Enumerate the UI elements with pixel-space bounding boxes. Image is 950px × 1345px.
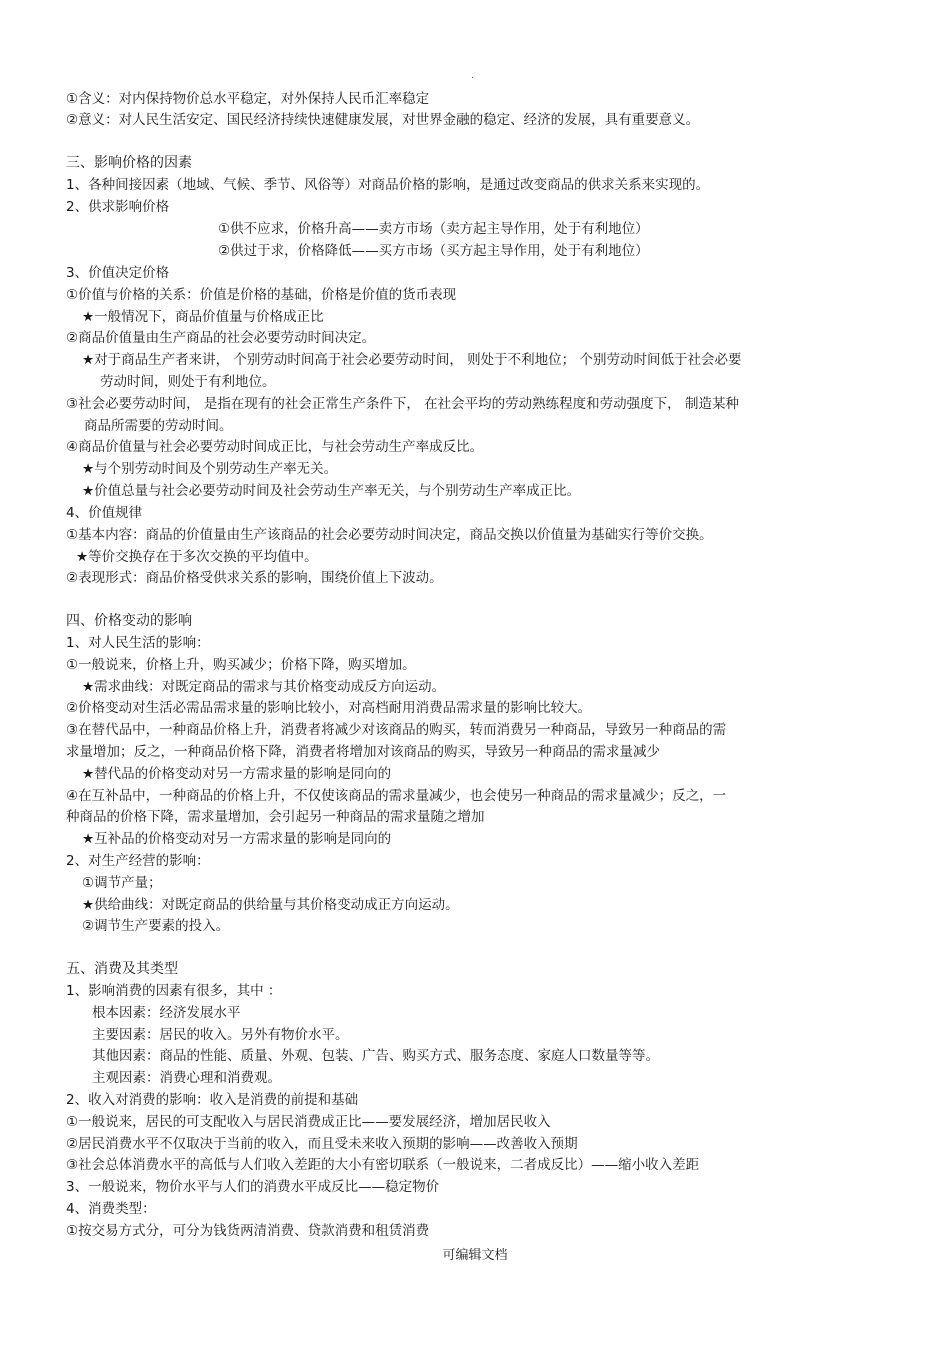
text-line: 1、对人民生活的影响： <box>66 635 210 651</box>
text-line: 3、一般说来，物价水平与人们的消费水平成反比——稳定物价 <box>66 1179 440 1195</box>
text-line: ★互补品的价格变动对另一方需求量的影响是同向的 <box>82 831 392 847</box>
text-line: ★需求曲线：对既定商品的需求与其价格变动成反方向运动。 <box>82 679 446 695</box>
text-line: 其他因素：商品的性能、质量、外观、包装、广告、购买方式、服务态度、家庭人口数量等等。 <box>92 1048 659 1064</box>
text-line: ①一般说来，价格上升，购买减少；价格下降，购买增加。 <box>66 657 416 673</box>
text-line: ③在替代品中，一种商品价格上升，消费者将减少对该商品的购买，转而消费另一种商品，导致另一种商品的需 <box>66 722 727 738</box>
section-heading: 三、影响价格的因素 <box>66 155 192 171</box>
text-line: ②商品价值量由生产商品的社会必要劳动时间决定。 <box>66 330 376 346</box>
text-line: ①基本内容：商品的价值量由生产该商品的社会必要劳动时间决定，商品交换以价值量为基础实行等价交换。 <box>66 527 713 543</box>
text-line: 根本因素：经济发展水平 <box>92 1005 241 1021</box>
text-line: 主要因素：居民的收入。另外有物价水平。 <box>92 1027 349 1043</box>
text-line: ①一般说来，居民的可支配收入与居民消费成正比——要发展经济，增加居民收入 <box>66 1114 551 1130</box>
text-line: 1、影响消费的因素有很多，其中 ： <box>66 983 282 999</box>
header-mark: . <box>471 70 475 81</box>
text-line: ★供给曲线：对既定商品的供给量与其价格变动成正方向运动。 <box>82 897 459 913</box>
text-line: 3、价值决定价格 <box>66 265 170 281</box>
text-line: ②供过于求，价格降低——买方市场（买方起主导作用，处于有利地位） <box>218 243 649 259</box>
text-line: 4、消费类型： <box>66 1201 156 1217</box>
text-line: 4、价值规律 <box>66 505 143 521</box>
text-line: 2、收入对消费的影响：收入是消费的前提和基础 <box>66 1092 359 1108</box>
text-line: ③社会总体消费水平的高低与人们收入差距的大小有密切联系（一般说来，二者成反比）——缩小收入差距 <box>66 1157 700 1173</box>
text-line: 种商品的价格下降，需求量增加，会引起另一种商品的需求量随之增加 <box>66 809 485 825</box>
text-line: 劳动时间，则处于有利地位。 <box>100 374 276 390</box>
text-line: ①按交易方式分，可分为钱货两清消费、贷款消费和租赁消费 <box>66 1223 430 1239</box>
text-line: 主观因素：消费心理和消费观。 <box>92 1070 281 1086</box>
text-line: ★与个别劳动时间及个别劳动生产率无关。 <box>82 461 338 477</box>
section-heading: 五、消费及其类型 <box>66 961 178 977</box>
text-line: ②调节生产要素的投入。 <box>82 918 230 934</box>
text-line: ③社会必要劳动时间， 是指在现有的社会正常生产条件下， 在社会平均的劳动熟练程度和劳动强度下， 制造某种 <box>66 396 739 412</box>
text-line: ②居民消费水平不仅取决于当前的收入，而且受未来收入预期的影响——改善收入预期 <box>66 1136 578 1152</box>
text-line: 求量增加；反之，一种商品价格下降，消费者将增加对该商品的购买，导致另一种商品的需求量减少 <box>66 744 660 760</box>
section-heading: 四、价格变动的影响 <box>66 613 192 629</box>
text-line: ①含义：对内保持物价总水平稳定，对外保持人民币汇率稳定 <box>66 91 430 107</box>
text-line: ④在互补品中，一种商品的价格上升，不仅使该商品的需求量减少，也会使另一种商品的需求量减少；反之，一 <box>66 788 727 804</box>
text-line: ②价格变动对生活必需品需求量的影响比较小，对高档耐用消费品需求量的影响比较大。 <box>66 700 592 716</box>
text-line: ★价值总量与社会必要劳动时间及社会劳动生产率无关，与个别劳动生产率成正比。 <box>82 483 581 499</box>
page-footer: 可编辑文档 <box>442 1248 508 1263</box>
text-line: ①供不应求，价格升高——卖方市场（卖方起主导作用，处于有利地位） <box>218 221 649 237</box>
text-line: 1、各种间接因素（地域、气候、季节、风俗等）对商品价格的影响，是通过改变商品的供求关系来实现的。 <box>66 177 710 193</box>
text-line: 商品所需要的劳动时间。 <box>84 418 233 434</box>
text-line: ★替代品的价格变动对另一方需求量的影响是同向的 <box>82 766 392 782</box>
text-line: ②表现形式：商品价格受供求关系的影响，围绕价值上下波动。 <box>66 570 443 586</box>
text-line: ★一般情况下，商品价值量与价格成正比 <box>82 309 324 325</box>
text-line: ①调节产量； <box>82 875 162 891</box>
text-line: 2、对生产经营的影响： <box>66 853 210 869</box>
text-line: 2、供求影响价格 <box>66 199 170 215</box>
text-line: ②意义：对人民生活安定、国民经济持续快速健康发展，对世界金融的稳定、经济的发展，具有重要意义。 <box>66 112 700 128</box>
text-line: ★对于商品生产者来讲， 个别劳动时间高于社会必要劳动时间， 则处于不利地位； 个别劳动时间低于社会必要 <box>82 352 742 368</box>
text-line: ①价值与价格的关系：价值是价格的基础，价格是价值的货币表现 <box>66 287 457 303</box>
text-line: ④商品价值量与社会必要劳动时间成正比，与社会劳动生产率成反比。 <box>66 439 484 455</box>
text-line: ★等价交换存在于多次交换的平均值中。 <box>76 549 318 565</box>
